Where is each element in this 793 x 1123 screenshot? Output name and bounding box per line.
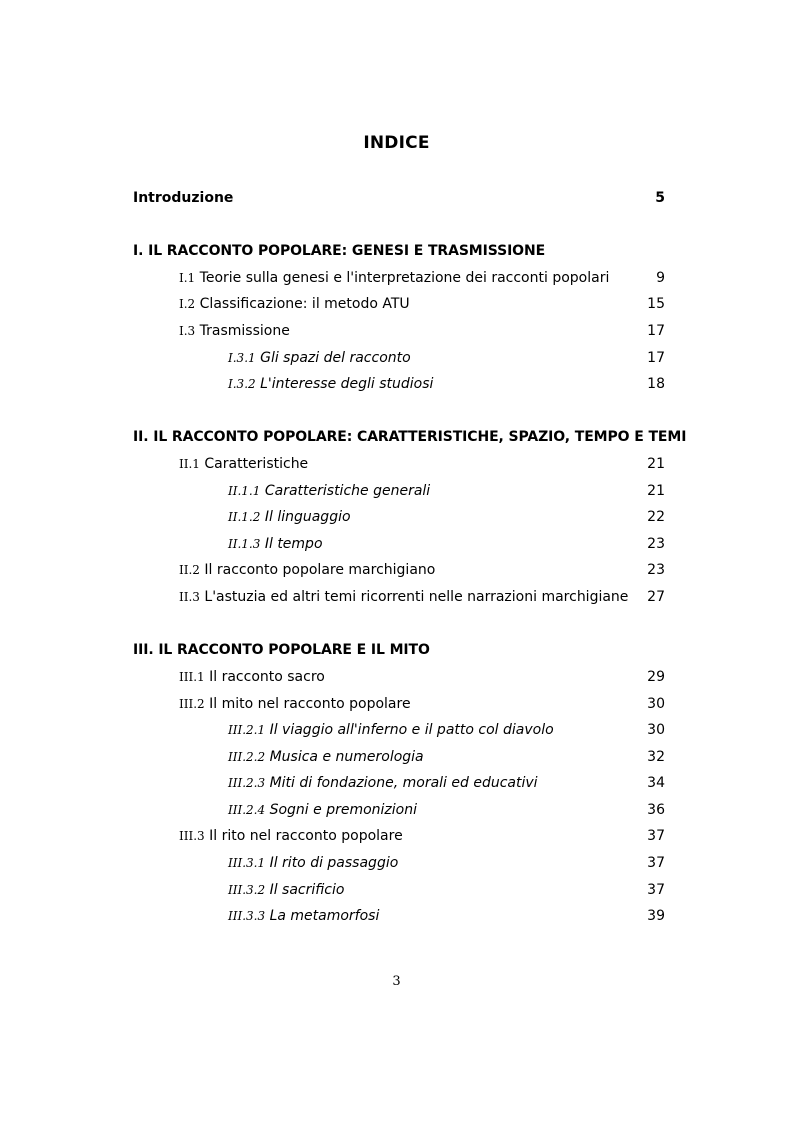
chapter-heading-3[interactable]	[0, 642, 793, 662]
section-number: I.3.2	[228, 377, 256, 391]
toc-entry-label: Il sacrificio	[269, 882, 345, 898]
toc-entry[interactable]	[0, 270, 793, 290]
toc-entry[interactable]	[0, 828, 793, 848]
toc-entry-page: 15	[647, 296, 665, 312]
toc-entry-label: Il racconto popolare marchigiano	[204, 562, 436, 578]
chapter-heading-2[interactable]	[0, 429, 793, 449]
toc-entry-page: 37	[647, 855, 665, 871]
section-number: II.2	[179, 563, 200, 577]
toc-entry[interactable]	[0, 669, 793, 689]
toc-entry[interactable]	[0, 456, 793, 476]
section-number: I.1	[179, 271, 196, 285]
section-number: III.2.2	[228, 750, 266, 764]
toc-entry-label: Classificazione: il metodo ATU	[199, 296, 410, 312]
toc-entry-label: Sogni e premonizioni	[269, 802, 417, 818]
section-number: III.2.4	[228, 803, 266, 817]
toc-subentry[interactable]	[0, 483, 793, 503]
toc-entry[interactable]	[0, 696, 793, 716]
toc-subentry[interactable]	[0, 536, 793, 556]
chapter-heading-label: III. IL RACCONTO POPOLARE E IL MITO	[133, 642, 430, 658]
section-number: II.1.1	[228, 484, 261, 498]
toc-entry-page: 32	[647, 749, 665, 765]
toc-subentry[interactable]	[0, 775, 793, 795]
toc-entry[interactable]	[0, 589, 793, 609]
toc-entry-label: Il tempo	[264, 536, 323, 552]
toc-entry-page: 17	[647, 350, 665, 366]
toc-entry-page: 37	[647, 882, 665, 898]
chapter-heading-label: II. IL RACCONTO POPOLARE: CARATTERISTICHE, SPAZIO, TEMPO E TEMI	[133, 429, 687, 445]
section-number: II.1	[179, 457, 200, 471]
toc-subentry[interactable]	[0, 882, 793, 902]
toc-entry-label: Il viaggio all'inferno e il patto col diavolo	[269, 722, 554, 738]
toc-entry-page: 30	[647, 696, 665, 712]
section-number: I.2	[179, 297, 196, 311]
toc-entry-label: Il rito di passaggio	[269, 855, 399, 871]
toc-entry-page: 27	[647, 589, 665, 605]
section-number: I.3	[179, 324, 196, 338]
section-number: III.1	[179, 670, 205, 684]
toc-entry-page: 34	[647, 775, 665, 791]
toc-entry-label: Trasmissione	[199, 323, 290, 339]
toc-subentry[interactable]	[0, 350, 793, 370]
toc-entry[interactable]	[0, 323, 793, 343]
toc-entry-page: 17	[647, 323, 665, 339]
toc-entry-label: L'astuzia ed altri temi ricorrenti nelle narrazioni marchigiane	[204, 589, 629, 605]
section-number: II.1.2	[228, 510, 261, 524]
toc-entry-label: Introduzione	[133, 190, 234, 206]
toc-entry-label: La metamorfosi	[269, 908, 380, 924]
toc-entry-page: 21	[647, 456, 665, 472]
toc-subentry[interactable]	[0, 855, 793, 875]
section-number: III.3.2	[228, 883, 266, 897]
toc-entry-label: Caratteristiche	[204, 456, 309, 472]
toc-entry-label: Il racconto sacro	[209, 669, 325, 685]
toc-entry-label: Miti di fondazione, morali ed educativi	[269, 775, 538, 791]
section-number: III.2.3	[228, 776, 266, 790]
toc-entry-label: Il mito nel racconto popolare	[209, 696, 411, 712]
toc-entry[interactable]	[0, 562, 793, 582]
toc-entry-page: 9	[656, 270, 665, 286]
chapter-heading-label: I. IL RACCONTO POPOLARE: GENESI E TRASMISSIONE	[133, 243, 546, 259]
toc-entry[interactable]	[0, 296, 793, 316]
toc-subentry[interactable]	[0, 802, 793, 822]
toc-entry-page: 18	[647, 376, 665, 392]
toc-entry-label: Caratteristiche generali	[264, 483, 431, 499]
toc-entry-page: 23	[647, 536, 665, 552]
toc-entry-label: Il linguaggio	[264, 509, 351, 525]
toc-entry-label: L'interesse degli studiosi	[260, 376, 434, 392]
toc-entry-page: 21	[647, 483, 665, 499]
toc-entry-page: 39	[647, 908, 665, 924]
page-number: 3	[392, 974, 401, 989]
section-number: III.3	[179, 829, 205, 843]
toc-subentry[interactable]	[0, 722, 793, 742]
toc-subentry[interactable]	[0, 376, 793, 396]
toc-entry-page: 29	[647, 669, 665, 685]
toc-entry-page: 30	[647, 722, 665, 738]
toc-entry-label: Gli spazi del racconto	[260, 350, 411, 366]
section-number: I.3.1	[228, 351, 256, 365]
section-number: III.2.1	[228, 723, 266, 737]
toc-entry-page: 22	[647, 509, 665, 525]
toc-entry-intro[interactable]	[0, 190, 793, 210]
toc-entry-page: 36	[647, 802, 665, 818]
toc-entry-page: 23	[647, 562, 665, 578]
toc-entry-page: 5	[655, 190, 665, 206]
page-title: INDICE	[363, 133, 430, 153]
toc-entry-label: Teorie sulla genesi e l'interpretazione dei racconti popolari	[199, 270, 610, 286]
section-number: III.3.1	[228, 856, 266, 870]
toc-entry-label: Il rito nel racconto popolare	[209, 828, 403, 844]
section-number: III.2	[179, 697, 205, 711]
toc-subentry[interactable]	[0, 908, 793, 928]
section-number: II.3	[179, 590, 200, 604]
toc-entry-label: Musica e numerologia	[269, 749, 424, 765]
chapter-heading-1[interactable]	[0, 243, 793, 263]
section-number: II.1.3	[228, 537, 261, 551]
section-number: III.3.3	[228, 909, 266, 923]
toc-subentry[interactable]	[0, 509, 793, 529]
toc-subentry[interactable]	[0, 749, 793, 769]
toc-entry-page: 37	[647, 828, 665, 844]
